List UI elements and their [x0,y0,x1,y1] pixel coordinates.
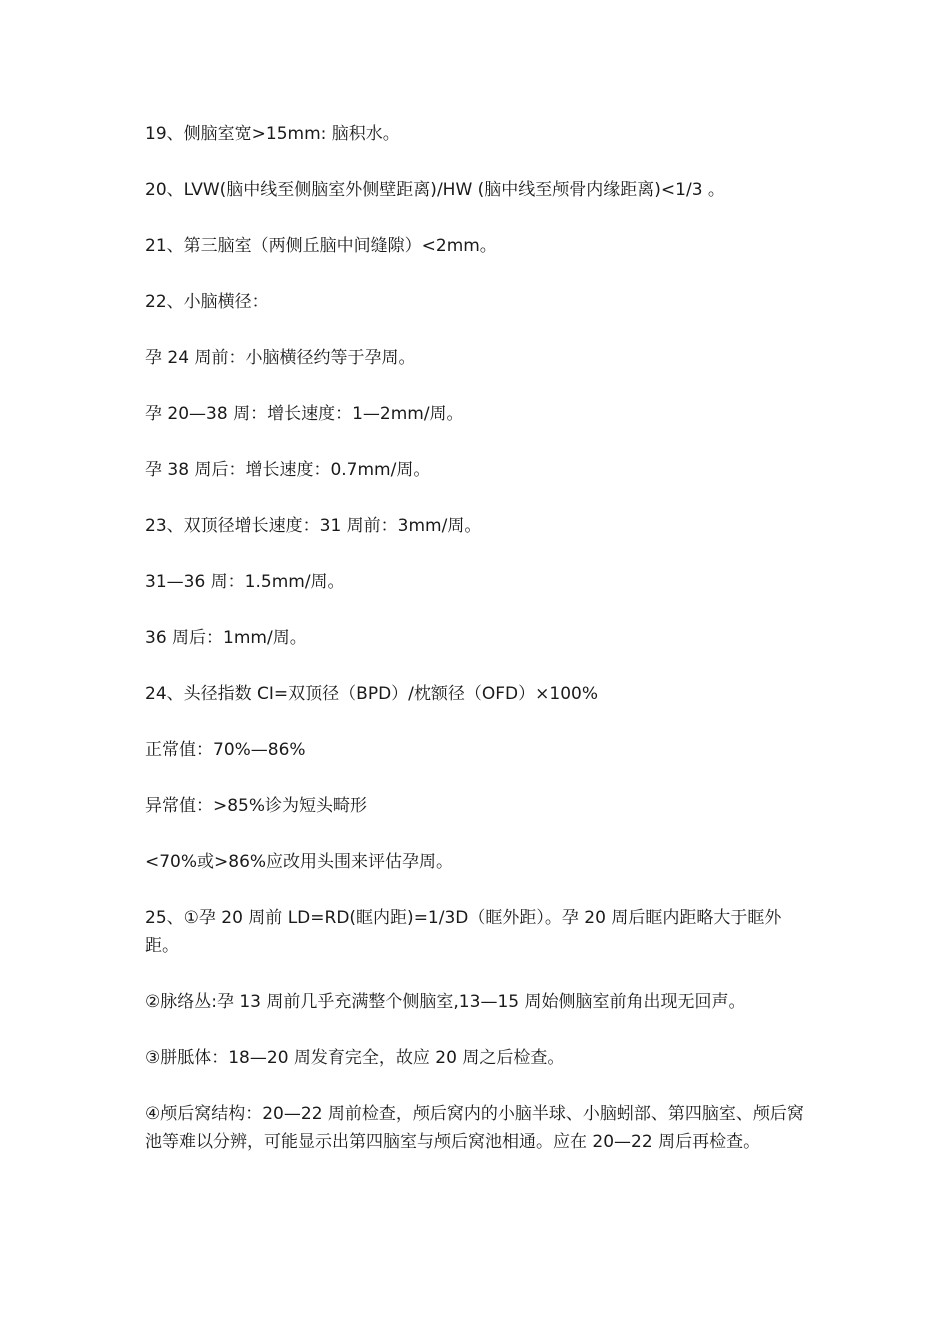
paragraph-24-abnormal: 异常值：>85%诊为短头畸形 [145,796,368,816]
paragraph-23-31-36w: 31—36 周：1.5mm/周。 [145,572,345,592]
paragraph-25-2: ②脉络丛:孕 13 周前几乎充满整个侧脑室,13—15 周始侧脑室前角出现无回声。 [145,992,746,1012]
paragraph-19: 19、侧脑室宽>15mm: 脑积水。 [145,124,400,144]
paragraph-25-4: ④颅后窝结构：20—22 周前检查，颅后窝内的小脑半球、小脑蚓部、第四脑室、颅后窝池等难以分辨，可能显示出第四脑室与颅后窝池相通。应在 20—22 周后再检查。 [145,1104,804,1152]
paragraph-22-after-38w: 孕 38 周后：增长速度：0.7mm/周。 [145,460,431,480]
document-body [145,120,815,1156]
paragraph-21: 21、第三脑室（两侧丘脑中间缝隙）<2mm。 [145,236,497,256]
paragraph-24: 24、头径指数 CI=双顶径（BPD）/枕额径（OFD）×100% [145,684,598,704]
paragraph-25-1: 25、①孕 20 周前 LD=RD(眶内距)=1/3D（眶外距）。孕 20 周后眶内距略大于眶外距。 [145,908,782,956]
paragraph-20: 20、LVW(脑中线至侧脑室外侧壁距离)/HW (脑中线至颅骨内缘距离)<1/3 。 [145,180,725,200]
paragraph-22: 22、小脑横径： [145,292,269,312]
paragraph-22-before-24w: 孕 24 周前：小脑横径约等于孕周。 [145,348,416,368]
paragraph-24-note: <70%或>86%应改用头围来评估孕周。 [145,852,454,872]
paragraph-23-after-36w: 36 周后：1mm/周。 [145,628,307,648]
paragraph-25-3: ③胼胝体：18—20 周发育完全，故应 20 周之后检查。 [145,1048,565,1068]
paragraph-23: 23、双顶径增长速度：31 周前：3mm/周。 [145,516,482,536]
paragraph-24-normal: 正常值：70%—86% [145,740,306,760]
paragraph-22-20-38w: 孕 20—38 周：增长速度：1—2mm/周。 [145,404,464,424]
